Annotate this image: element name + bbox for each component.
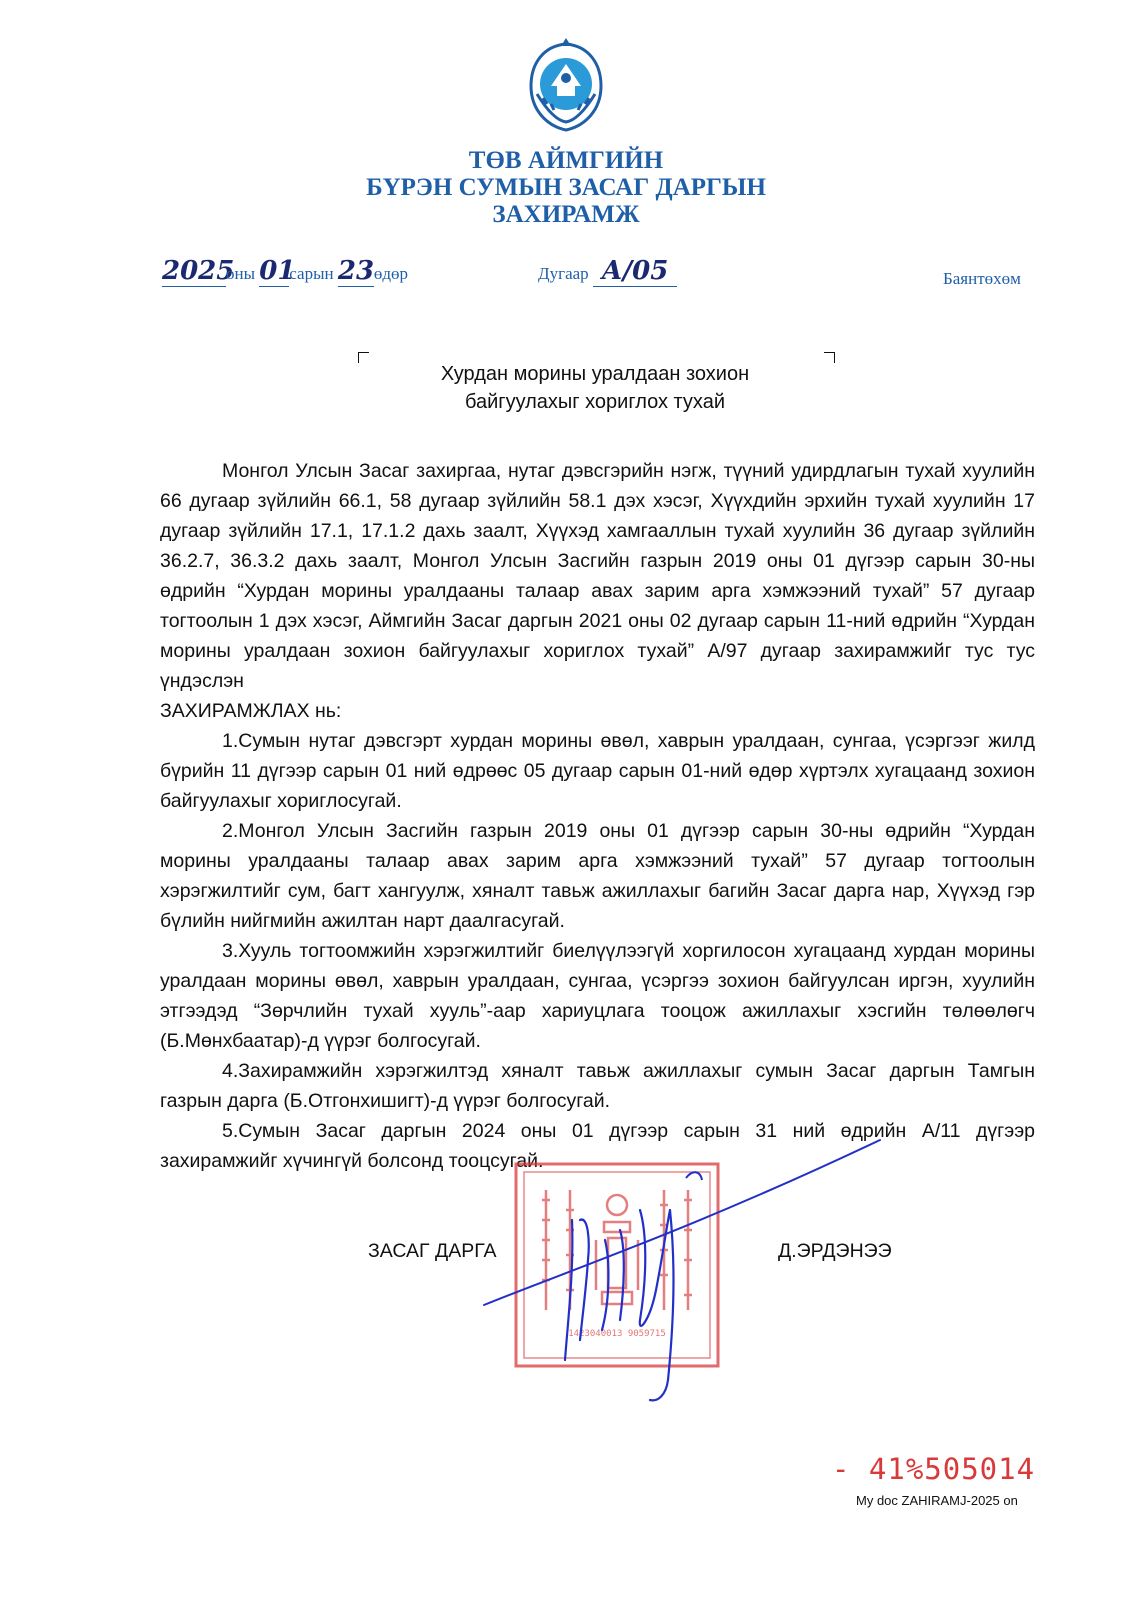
order-item-4: 4.Захирамжийн хэрэгжилтэд хяналт тавьж ажиллахыг сумын Засаг даргын Тамгын газрын дарга (Б.Отгонхишигт)-д үүрэг болгосугай. [160, 1060, 1035, 1112]
order-item-2: 2.Монгол Улсын Засгийн газрын 2019 оны 01 дүгээр сарын 30-ны өдрийн “Хурдан морины уралдааны талаар авах зарим арга хэмжээний тухай” 57 дугаар тогтоолын хэрэгжилтийг сум, багт хангуулж, хяналт тавьж ажиллахыг багийн Засаг дарга нар, Хүүхэд гэр бүлийн нийгмийн ажилтан нарт даалгасугай. [160, 820, 1035, 932]
title-line-2: байгуулахыг хориглох тухай [464, 391, 726, 413]
date-day: 23 [337, 256, 375, 286]
date-year: 2025 [162, 256, 235, 286]
order-item-1: 1.Сумын нутаг дэвсгэрт хурдан морины өвөл, хаврын уралдаан, сунгаа, үсэргээг жилд бүрийн 11 дүгээр сарын 01 ний өдрөөс 05 дугаар сарын 01-ний өдөр хүртэлх хугацаанд зохион байгуулахыг хориглосугай. [160, 730, 1035, 812]
document-number: А/05 [593, 256, 677, 287]
document-body [160, 456, 1035, 1176]
number-line [538, 256, 677, 287]
order-item-5: 5.Сумын Засаг даргын 2024 оны 01 дүгээр сарын 31 ний өдрийн А/11 дүгээр захирамжийг хүчингүй болсонд тооцсугай. [160, 1120, 1035, 1172]
order-item-3: 3.Хууль тогтоомжийн хэрэгжилтийг биелүүлээгүй хоргилосон хугацаанд хурдан морины уралдаан морины өвөл, хаврын уралдаан, сунгаа, үсэргээ зохион байгуулсан иргэн, хуулийн этгээдэд “Зөрчлийн тухай хууль”-аар хариуцлага тооцож ажиллахыг хэсгийн төлөөлөгч (Б.Мөнхбаатар)-д үүрэг болгосугай. [160, 940, 1035, 1052]
date-month: 01 [259, 256, 296, 286]
stamp-number: 1423040013 9059715 [568, 1329, 666, 1339]
handwritten-signature [470, 1120, 890, 1410]
preamble-paragraph: Монгол Улсын Засаг захиргаа, нутаг дэвсгэрийн нэгж, түүний удирдлагын тухай хуулийн 66 дугаар зүйлийн 66.1, 58 дугаар зүйлийн 58.1 дэх хэсэг, Хүүхдийн эрхийн тухай хуулийн 17 дугаар зүйлийн 17.1, 17.1.2 дахь заалт, Хүүхэд хамгааллын тухай хуулийн 36 дугаар зүйлийн 36.2.7, 36.3.2 дахь заалт, Монгол Улсын Засгийн газрын 2019 оны 01 дүгээр сарын 30-ны өдрийн “Хурдан морины уралдааны талаар авах зарим арга хэмжээний тухай” 57 дугаар тогтоолын 1 дэх хэсэг, Аймгийн Засаг даргын 2021 оны 02 дугаар сарын 11-ний өдрийн “Хурдан морины уралдаан зохион байгуулахыг хориглох тухай” А/97 дугаар захирамжийг тус тус үндэслэн [160, 460, 1035, 692]
date-year-suffix: оны [226, 264, 256, 283]
serial-number: - 41%505014 [832, 1452, 1036, 1486]
place-name: Баянтөхөм [943, 269, 1021, 288]
title-line-1: Хурдан морины уралдаан зохион [440, 363, 750, 385]
title-corner-right [824, 352, 835, 363]
date-month-suffix: сарын [289, 264, 334, 283]
document-title [370, 360, 820, 416]
date-day-suffix: өдөр [373, 264, 409, 283]
ordering-phrase: ЗАХИРАМЖЛАХ нь: [160, 700, 342, 722]
date-line [162, 256, 408, 287]
header-line-3: ЗАХИРАМЖ [492, 201, 640, 228]
number-label: Дугаар [538, 264, 589, 283]
signatory-name: Д.ЭРДЭНЭЭ [778, 1240, 892, 1262]
signatory-title: ЗАСАГ ДАРГА [368, 1240, 497, 1262]
state-emblem-icon [523, 34, 609, 134]
header-line-1: ТӨВ АЙМГИЙН [468, 147, 664, 174]
header-line-2: БҮРЭН СУМЫН ЗАСАГ ДАРГЫН [366, 174, 766, 201]
title-corner-left [358, 352, 369, 363]
document-reference: My doc ZAHIRAMJ-2025 on [856, 1493, 1018, 1508]
